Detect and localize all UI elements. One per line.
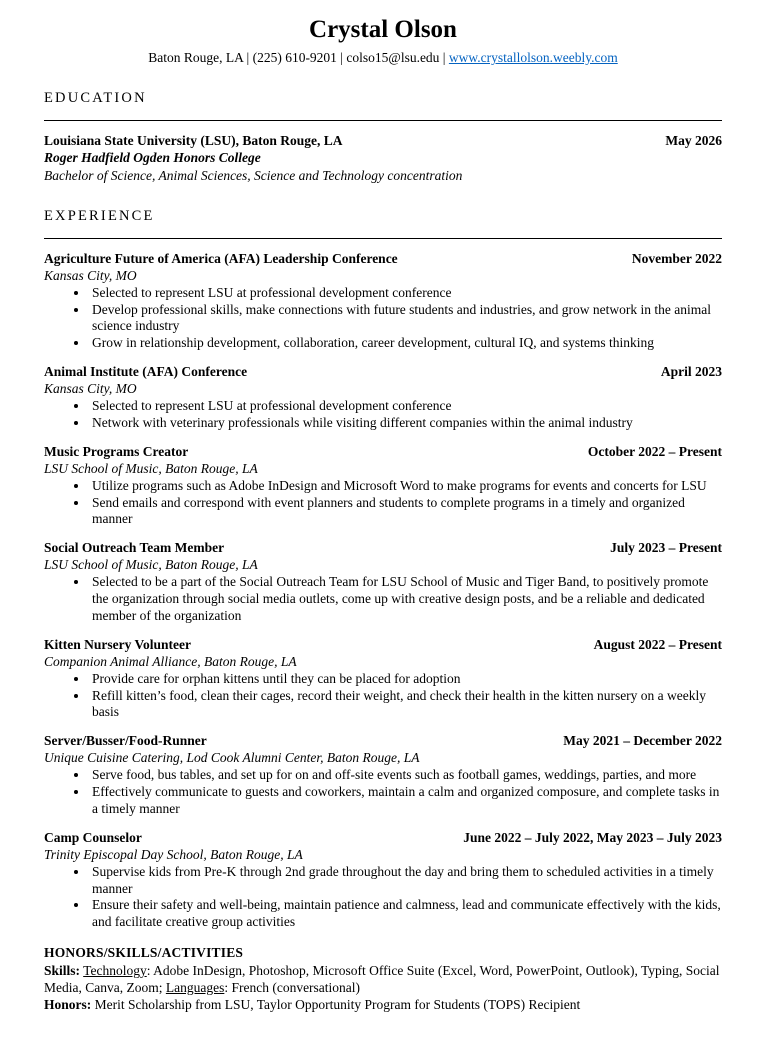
job-bullet-list [44, 478, 722, 528]
technology-text: : Adobe InDesign, Photoshop, Microsoft Office Suite (Excel, Word, PowerPoint, Outlook), Typing, Social Media, Canva, Zoom; [44, 962, 720, 995]
languages-text: : French (conversational) [224, 979, 361, 995]
bullet-item: • Selected to represent LSU at professional development conference [89, 285, 722, 302]
experience-entry [44, 363, 722, 432]
education-heading: EDUCATION [44, 90, 147, 107]
job-location: Companion Animal Alliance, Baton Rouge, LA [44, 653, 297, 669]
bullet-item: • Ensure their safety and well-being, maintain patience and calmness, lead and communicate effectively with the kids, and facilitate creative group activities [89, 897, 722, 930]
job-title: Camp Counselor [44, 829, 142, 845]
bullet-item: • Selected to represent LSU at professional development conference [89, 398, 722, 415]
job-date: November 2022 [631, 250, 722, 266]
honors-text: Merit Scholarship from LSU, Taylor Opportunity Program for Students (TOPS) Recipient [94, 997, 581, 1013]
technology-label: Technology [83, 962, 147, 978]
experience-entry [44, 829, 722, 931]
experience-entry-header [44, 250, 722, 267]
job-date: August 2022 – Present [593, 636, 722, 652]
experience-entry-header [44, 636, 722, 653]
bullet-item: • Effectively communicate to guests and coworkers, maintain a calm and organized composure, and complete tasks in a timely manner [89, 784, 722, 817]
honors-skills-section [44, 945, 722, 1013]
contact-info: Baton Rouge, LA | (225) 610-9201 | colso15@lsu.edu | [148, 49, 449, 65]
experience-entry [44, 636, 722, 721]
job-location: Unique Cuisine Catering, Lod Cook Alumni Center, Baton Rouge, LA [44, 750, 420, 766]
resume-header [44, 16, 722, 66]
education-entry-header [44, 132, 722, 149]
experience-entries [44, 250, 722, 931]
education-section [44, 90, 722, 183]
job-title: Social Outreach Team Member [44, 540, 225, 556]
job-title: Music Programs Creator [44, 443, 189, 459]
contact-line [44, 49, 722, 67]
bullet-item: • Provide care for orphan kittens until they can be placed for adoption [89, 671, 722, 688]
bullet-item: • Grow in relationship development, collaboration, career development, cultural IQ, and systems thinking [89, 335, 722, 352]
honors-skills-heading: HONORS/SKILLS/ACTIVITIES [44, 944, 244, 960]
job-date: October 2022 – Present [587, 443, 722, 459]
bullet-item: • Supervise kids from Pre-K through 2nd grade throughout the day and bring them to scheduled activities in a timely manner [89, 864, 722, 897]
job-location: Kansas City, MO [44, 267, 137, 283]
job-title: Server/Busser/Food-Runner [44, 733, 207, 749]
experience-entry [44, 250, 722, 352]
experience-entry [44, 443, 722, 528]
resume-name: Crystal Olson [309, 16, 457, 43]
skills-line [44, 962, 722, 996]
languages-label: Languages [165, 979, 225, 995]
experience-heading: EXPERIENCE [44, 207, 155, 224]
section-divider [44, 238, 722, 239]
school-name: Louisiana State University (LSU), Baton Rouge, LA [44, 133, 343, 149]
job-date: May 2021 – December 2022 [563, 733, 722, 749]
job-title: Agriculture Future of America (AFA) Leadership Conference [44, 250, 398, 266]
job-location: Kansas City, MO [44, 381, 137, 397]
bullet-item: • Serve food, bus tables, and set up for on and off-site events such as football games, weddings, parties, and more [89, 767, 722, 784]
job-title: Kitten Nursery Volunteer [44, 636, 191, 652]
job-bullet-list [44, 864, 722, 931]
graduation-date: May 2026 [665, 133, 722, 149]
job-bullet-list [44, 574, 722, 624]
bullet-item: • Utilize programs such as Adobe InDesign and Microsoft Word to make programs for events and concerts for LSU [89, 478, 722, 495]
skills-label: Skills: [44, 962, 81, 978]
experience-entry-header [44, 363, 722, 380]
job-date: June 2022 – July 2022, May 2023 – July 2023 [463, 829, 722, 845]
bullet-item: • Refill kitten’s food, clean their cages, record their weight, and check their health in the kitten nursery on a weekly basis [89, 688, 722, 721]
experience-entry-header [44, 443, 722, 460]
bullet-item: • Selected to be a part of the Social Outreach Team for LSU School of Music and Tiger Band, to positively promote the organization through social media outlets, come up with creative design posts, and be a reliable and dedicated member of the organization [89, 574, 722, 624]
experience-entry-header [44, 732, 722, 749]
job-date: July 2023 – Present [610, 540, 722, 556]
job-bullet-list [44, 767, 722, 817]
honors-college: Roger Hadfield Ogden Honors College [44, 150, 261, 166]
experience-entry-header [44, 829, 722, 846]
job-location: Trinity Episcopal Day School, Baton Rouge, LA [44, 846, 303, 862]
experience-entry [44, 539, 722, 624]
honors-label: Honors: [44, 997, 92, 1013]
degree-line: Bachelor of Science, Animal Sciences, Science and Technology concentration [44, 167, 463, 183]
section-divider [44, 120, 722, 121]
bullet-item: • Send emails and correspond with event planners and students to complete programs in a timely and organized manner [89, 495, 722, 528]
website-link[interactable]: www.crystallolson.weebly.com [448, 49, 618, 65]
job-location: LSU School of Music, Baton Rouge, LA [44, 557, 258, 573]
experience-entry [44, 732, 722, 817]
experience-section [44, 208, 722, 931]
job-bullet-list [44, 285, 722, 352]
job-date: April 2023 [660, 363, 722, 379]
job-bullet-list [44, 398, 722, 431]
bullet-item: • Network with veterinary professionals while visiting different companies within the animal industry [89, 415, 722, 432]
job-location: LSU School of Music, Baton Rouge, LA [44, 460, 258, 476]
bullet-item: • Develop professional skills, make connections with future students and industries, and grow network in the animal science industry [89, 302, 722, 335]
job-bullet-list [44, 671, 722, 721]
job-title: Animal Institute (AFA) Conference [44, 363, 248, 379]
experience-entry-header [44, 539, 722, 556]
honors-line [44, 996, 722, 1013]
